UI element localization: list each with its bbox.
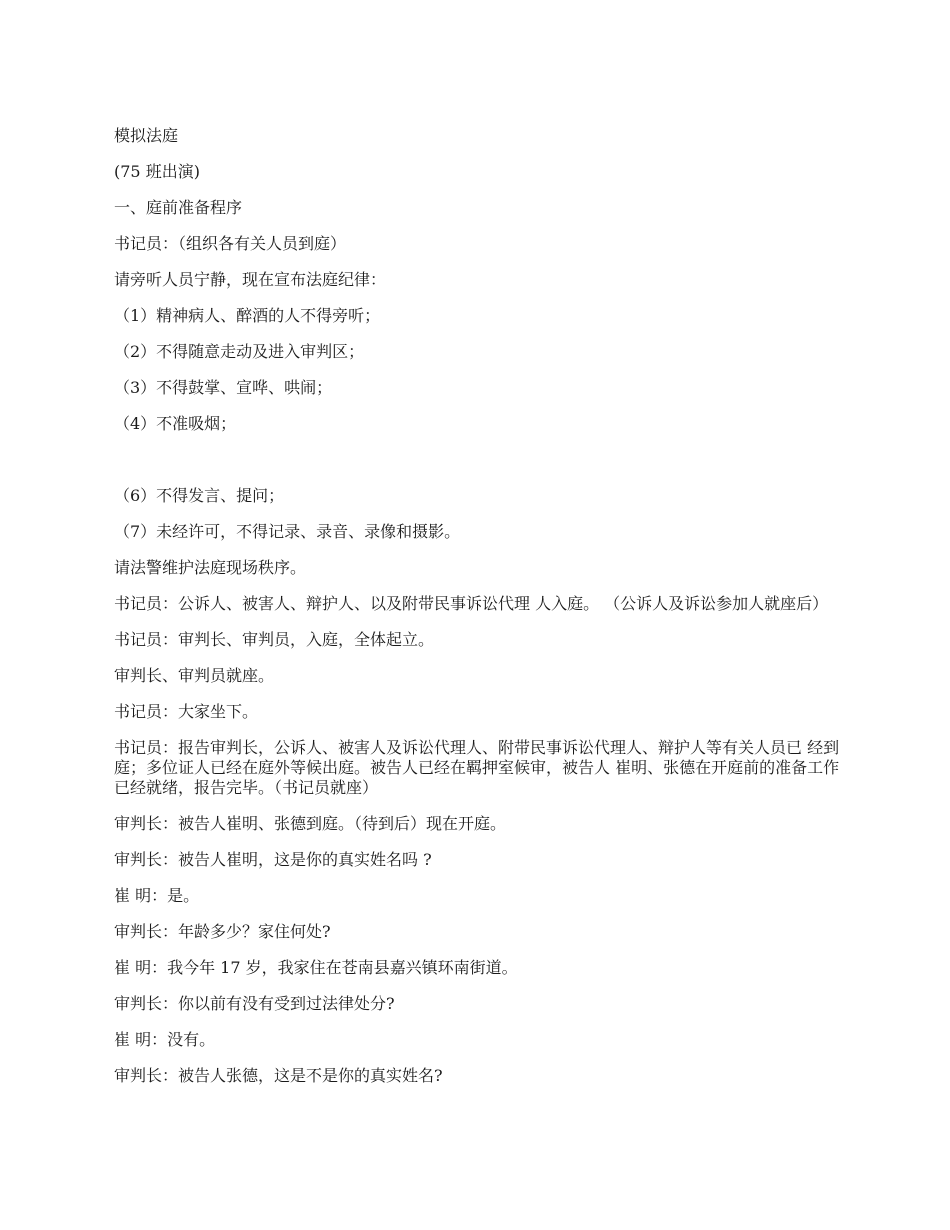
- rule-item: （1）精神病人、醉酒的人不得旁听；: [114, 306, 381, 325]
- dialogue-line: 崔 明：我今年 17 岁，我家住在苍南县嘉兴镇环南街道。: [114, 958, 518, 977]
- paragraph: 审判长、审判员就座。: [114, 666, 275, 685]
- rule-item: （4）不准吸烟；: [114, 414, 237, 433]
- rule-item: （3）不得鼓掌、宣哗、哄闹；: [114, 378, 333, 397]
- dialogue-line: 书记员：公诉人、被害人、辩护人、以及附带民事诉讼代理 人入庭。 （公诉人及诉讼参加人就座后）: [114, 594, 829, 613]
- rule-item: （7）未经许可，不得记录、录音、录像和摄影。: [114, 522, 461, 541]
- dialogue-line: 审判长：你以前有没有受到过法律处分?: [114, 994, 395, 1013]
- blank-gap: [114, 450, 844, 486]
- paragraph-group-a: [114, 234, 844, 434]
- dialogue-line: 审判长：被告人崔明，这是你的真实姓名吗 ?: [114, 850, 432, 869]
- dialogue-line: 崔 明：是。: [114, 886, 200, 905]
- document-title: 模拟法庭: [114, 126, 179, 145]
- paragraph: 请旁听人员宁静，现在宣布法庭纪律：: [114, 270, 387, 289]
- dialogue-line: 审判长：被告人崔明、张德到庭。（待到后）现在开庭。: [114, 814, 507, 833]
- dialogue-line: 书记员：报告审判长，公诉人、被害人及诉讼代理人、附带民事诉讼代理人、辩护人等有关人员已 经到庭；多位证人已经在庭外等候出庭。被告人已经在羁押室候审，被告人 崔明、张德在开庭前的准备工作已经就绪，报告完毕。（书记员就座）: [114, 738, 840, 797]
- document-subtitle: (75 班出演): [114, 162, 200, 181]
- rule-item: （2）不得随意走动及进入审判区；: [114, 342, 365, 361]
- dialogue-line: 书记员：审判长、审判员，入庭，全体起立。: [114, 630, 435, 649]
- section-heading: 一、庭前准备程序: [114, 198, 243, 217]
- rule-item: （6）不得发言、提问；: [114, 486, 285, 505]
- paragraph-group-b: [114, 486, 844, 1086]
- paragraph: 书记员：（组织各有关人员到庭）: [114, 234, 347, 253]
- dialogue-line: 崔 明：没有。: [114, 1030, 216, 1049]
- dialogue-line: 审判长：被告人张德，这是不是你的真实姓名?: [114, 1066, 443, 1085]
- dialogue-line: 审判长：年龄多少？家住何处?: [114, 922, 331, 941]
- paragraph: 请法警维护法庭现场秩序。: [114, 558, 307, 577]
- dialogue-line: 书记员：大家坐下。: [114, 702, 259, 721]
- document-page: [114, 126, 844, 1102]
